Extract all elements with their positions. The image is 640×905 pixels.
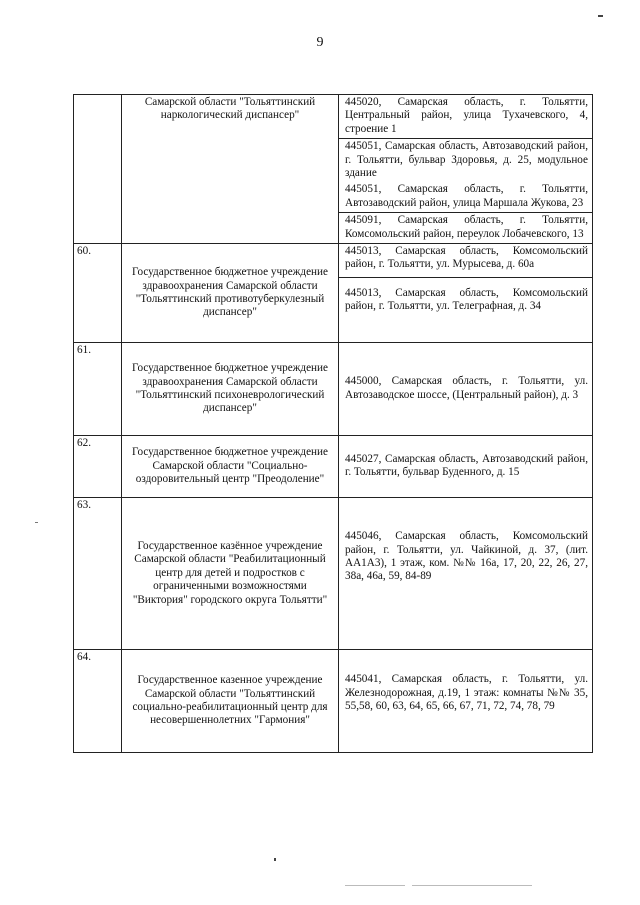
address-entry: 445051, Самарская область, г. Тольятти, Автозаводский район, улица Маршала Жукова, 23	[345, 183, 588, 209]
address-entry: 445051, Самарская область, Автозаводский район, г. Тольятти, бульвар Здоровья, д. 25, модульное здание	[339, 138, 592, 182]
institutions-table	[73, 94, 593, 753]
institution-name: Самарской области "Тольяттинский наркологический диспансер"	[122, 95, 339, 244]
address-cell	[339, 436, 593, 498]
address-entry: 445013, Самарская область, Комсомольский район, г. Тольятти, ул. Мурысева, д. 60а	[345, 245, 588, 271]
row-number: 61.	[74, 343, 122, 436]
scan-mark	[598, 15, 603, 17]
institution-name: Государственное бюджетное учреждение здравоохранения Самарской области "Тольяттинский противотуберкулезный диспансер"	[122, 244, 339, 343]
table-row	[74, 95, 593, 244]
address-entry: 445027, Самарская область, Автозаводский район, г. Тольятти, бульвар Буденного, д. 15	[345, 452, 588, 479]
row-number: 60.	[74, 244, 122, 343]
address-cell	[339, 95, 593, 244]
address-entry: 445000, Самарская область, г. Тольятти, ул. Автозаводское шоссе, (Центральный район), д. 3	[345, 375, 588, 401]
table-row	[74, 498, 593, 650]
institution-name: Государственное казённое учреждение Самарской области "Реабилитационный центр для детей и подростков с ограниченными возможностями "Виктория" городского округа Тольятти"	[122, 498, 339, 650]
scan-mark	[274, 858, 276, 861]
institution-name: Государственное казенное учреждение Самарской области "Тольяттинский социально-реабилитационный центр для несовершеннолетних "Гармония"	[122, 650, 339, 753]
row-number	[74, 95, 122, 244]
institution-name: Государственное бюджетное учреждение Самарской области "Социально-оздоровительный центр "Преодоление"	[122, 436, 339, 498]
scan-artifact-line	[412, 885, 532, 886]
address-entry: 445091, Самарская область, г. Тольятти, Комсомольский район, переулок Лобачевского, 13	[339, 212, 592, 243]
address-entry: 445013, Самарская область, Комсомольский район, г. Тольятти, ул. Телеграфная, д. 34	[339, 277, 592, 336]
table-row	[74, 436, 593, 498]
address-entry: 445020, Самарская область, г. Тольятти, Центральный район, улица Тухачевского, 4, строение 1	[345, 96, 588, 135]
address-cell	[339, 343, 593, 436]
row-number: 63.	[74, 498, 122, 650]
table-row	[74, 650, 593, 753]
page-number: 9	[316, 35, 324, 50]
row-number: 64.	[74, 650, 122, 753]
row-number: 62.	[74, 436, 122, 498]
table-row	[74, 343, 593, 436]
address-cell	[339, 244, 593, 343]
address-cell	[339, 498, 593, 650]
scan-mark	[35, 522, 38, 523]
table-row	[74, 244, 593, 343]
scan-artifact-line	[345, 885, 405, 886]
address-entry: 445041, Самарская область, г. Тольятти, ул. Железнодорожная, д.19, 1 этаж: комнаты №№ 35, 55,58, 60, 63, 64, 65, 66, 67, 71, 72, 74, 78, 79	[345, 673, 588, 713]
address-cell	[339, 650, 593, 753]
institution-name: Государственное бюджетное учреждение здравоохранения Самарской области "Тольяттинский психоневрологический диспансер"	[122, 343, 339, 436]
address-entry: 445046, Самарская область, Комсомольский район, г. Тольятти, ул. Чайкиной, д. 37, (лит. АА1А3), 1 этаж, ком. №№ 16а, 17, 20, 22, 26, 27, 38а, 46а, 59, 84-89	[345, 530, 588, 583]
